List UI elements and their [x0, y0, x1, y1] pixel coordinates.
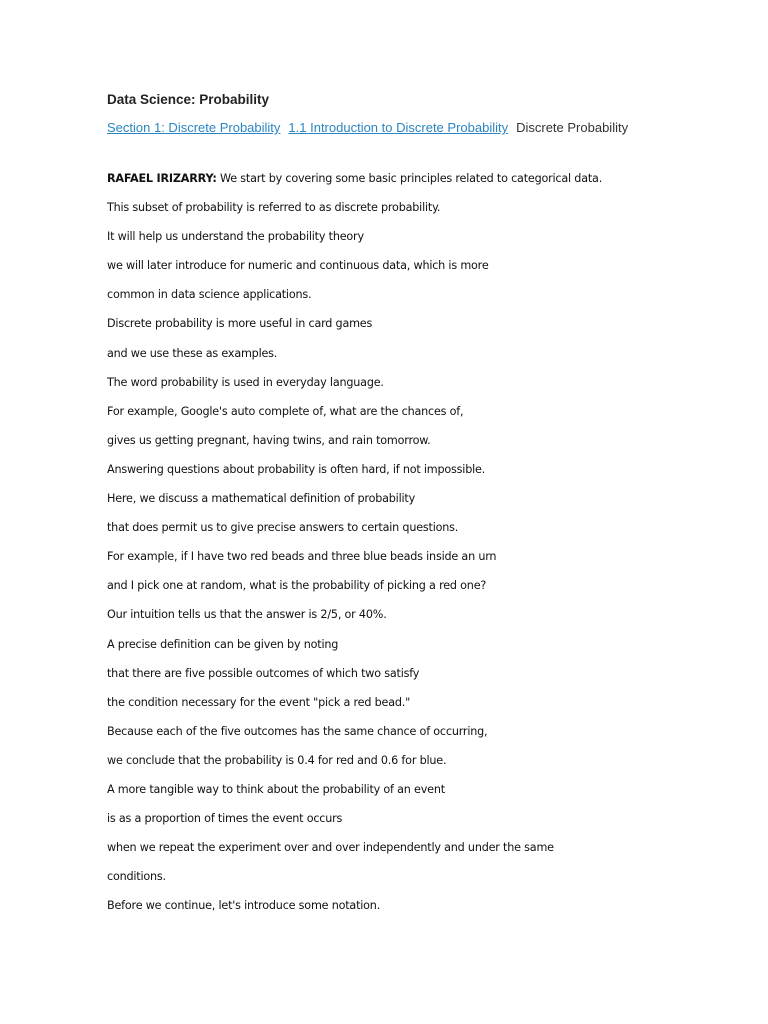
transcript-line: gives us getting pregnant, having twins, and rain tomorrow. — [107, 433, 431, 447]
transcript-line: Answering questions about probability is often hard, if not impossible. — [107, 462, 486, 476]
transcript-line: A more tangible way to think about the probability of an event — [107, 782, 445, 796]
speaker-name: RAFAEL IRIZARRY: — [107, 172, 217, 185]
transcript-line: For example, Google's auto complete of, what are the chances of, — [107, 404, 464, 418]
transcript — [107, 164, 747, 920]
transcript-line: Our intuition tells us that the answer is 2/5, or 40%. — [107, 608, 387, 622]
transcript-line: For example, if I have two red beads and three blue beads inside an urn — [107, 550, 497, 564]
transcript-line: It will help us understand the probability theory — [107, 230, 364, 244]
transcript-line: Here, we discuss a mathematical definition of probability — [107, 492, 416, 506]
transcript-line: we will later introduce for numeric and continuous data, which is more — [107, 259, 489, 273]
transcript-line: Discrete probability is more useful in card games — [107, 317, 373, 331]
transcript-line: is as a proportion of times the event occurs — [107, 812, 343, 826]
transcript-line: that does permit us to give precise answers to certain questions. — [107, 521, 459, 535]
transcript-line: when we repeat the experiment over and over independently and under the same — [107, 841, 554, 855]
transcript-line: A precise definition can be given by noting — [107, 637, 339, 651]
breadcrumb-subsection-link[interactable]: 1.1 Introduction to Discrete Probability — [288, 120, 509, 135]
transcript-line: conditions. — [107, 870, 166, 884]
transcript-line-text: We start by covering some basic principles related to categorical data. — [216, 172, 603, 185]
transcript-line: This subset of probability is referred to as discrete probability. — [107, 201, 441, 215]
breadcrumb — [107, 118, 747, 138]
transcript-line: that there are five possible outcomes of which two satisfy — [107, 666, 420, 680]
transcript-line: and I pick one at random, what is the probability of picking a red one? — [107, 579, 487, 593]
transcript-line: the condition necessary for the event "pick a red bead." — [107, 695, 411, 709]
transcript-line: and we use these as examples. — [107, 346, 278, 360]
breadcrumb-section-link[interactable]: Section 1: Discrete Probability — [107, 120, 281, 135]
transcript-line — [107, 164, 747, 193]
transcript-line: Because each of the five outcomes has the same chance of occurring, — [107, 724, 488, 738]
document-page — [107, 90, 747, 920]
course-title: Data Science: Probability — [107, 92, 270, 107]
transcript-line: The word probability is used in everyday language. — [107, 375, 384, 389]
breadcrumb-current: Discrete Probability — [516, 120, 629, 135]
transcript-line: common in data science applications. — [107, 288, 312, 302]
transcript-line: we conclude that the probability is 0.4 for red and 0.6 for blue. — [107, 753, 447, 767]
transcript-line: Before we continue, let's introduce some notation. — [107, 899, 381, 913]
